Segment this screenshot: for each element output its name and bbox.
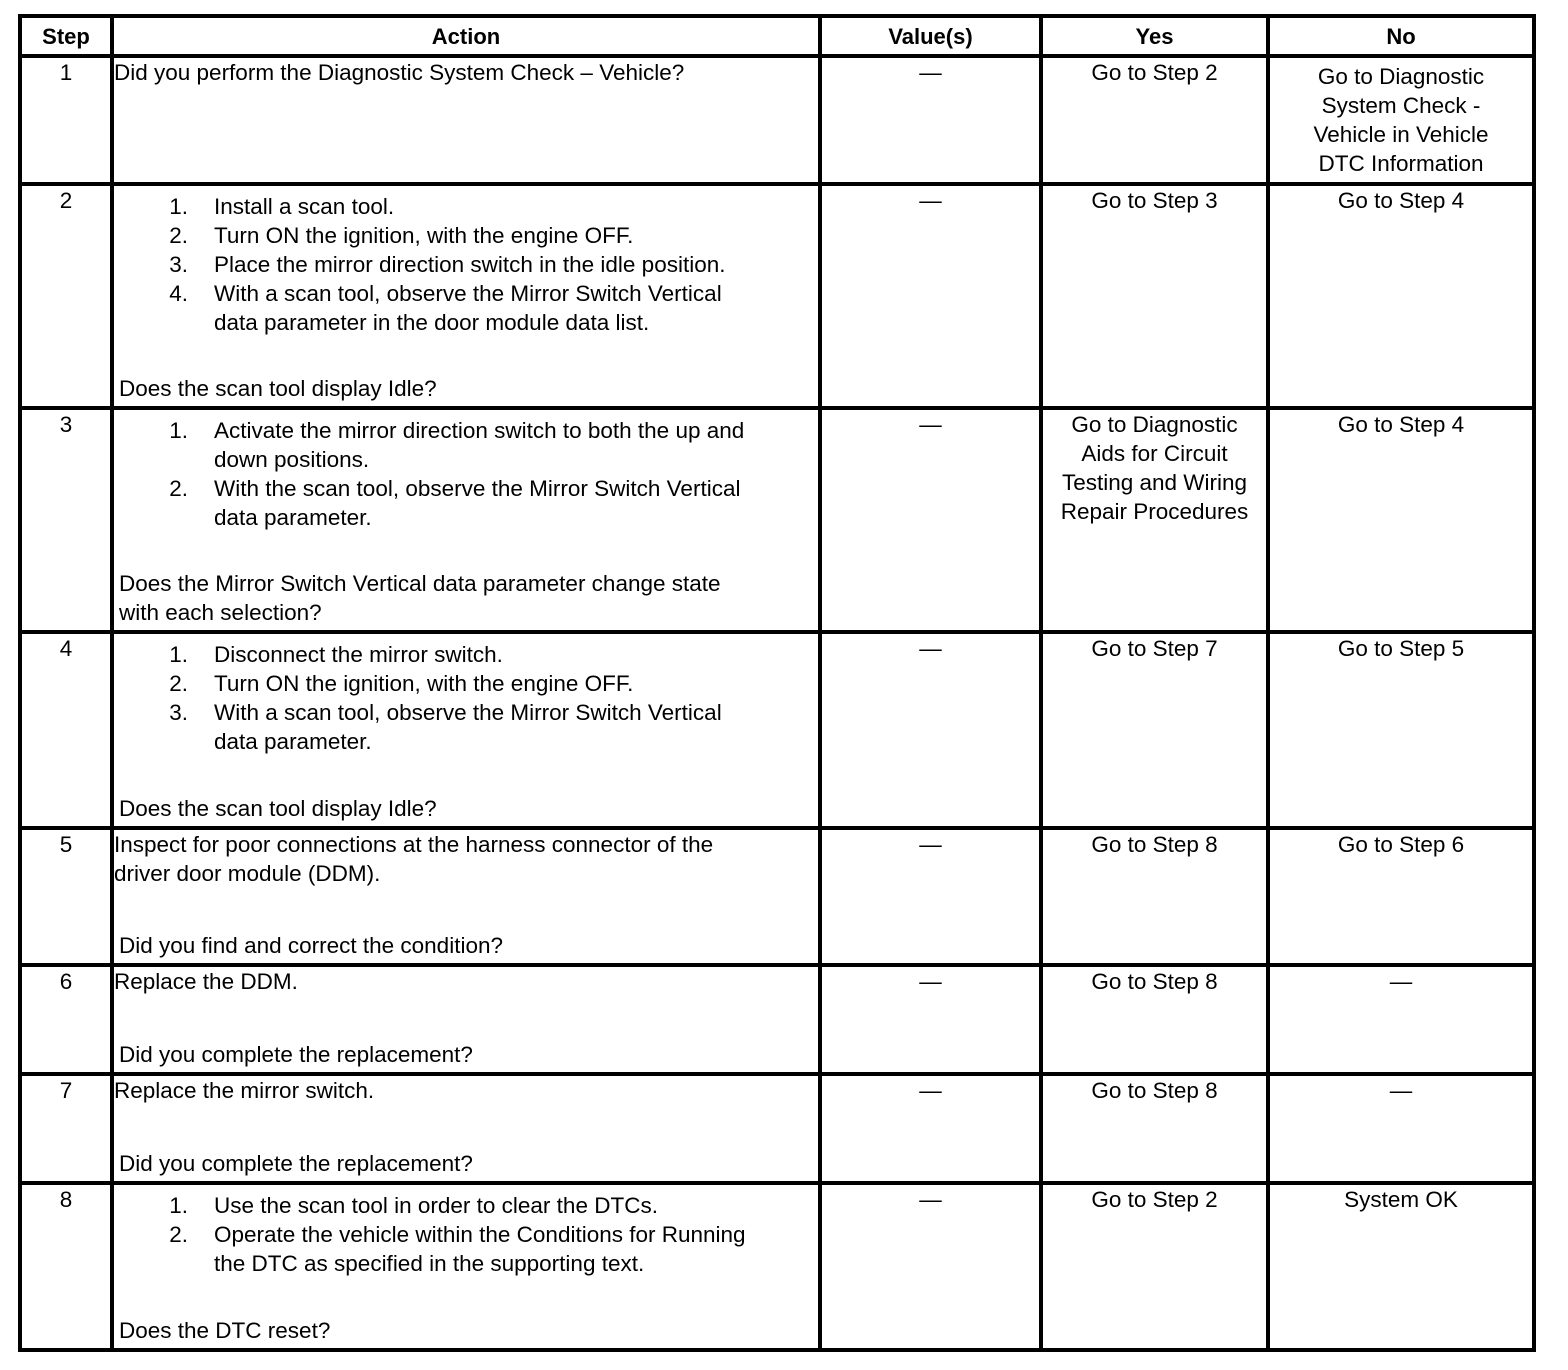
action-step: 2. Operate the vehicle within the Conditions for Running the DTC as specified in the supporting text. <box>169 1222 746 1276</box>
action-step: 2. With the scan tool, observe the Mirror Switch Vertical data parameter. <box>169 476 741 530</box>
no-cell: — <box>1268 965 1534 1074</box>
action-cell <box>112 828 820 965</box>
step-number: 2 <box>20 184 112 408</box>
action-steps <box>114 640 818 756</box>
step-number: 5 <box>20 828 112 965</box>
action-question: Does the scan tool display Idle? <box>119 376 437 401</box>
yes-cell: Go to Step 2 <box>1041 1183 1268 1350</box>
no-cell: Go to Step 6 <box>1268 828 1534 965</box>
action-cell <box>112 632 820 828</box>
yes-cell: Go to Step 3 <box>1041 184 1268 408</box>
step-number: 4 <box>20 632 112 828</box>
action-step: 3. Place the mirror direction switch in the idle position. <box>169 252 726 277</box>
no-line: Go to Diagnostic <box>1317 64 1485 89</box>
no-cell <box>1268 56 1534 184</box>
no-line: Vehicle in Vehicle <box>1313 122 1489 147</box>
action-question: Does the Mirror Switch Vertical data parameter change state with each selection? <box>119 571 721 625</box>
action-text: Replace the mirror switch. <box>114 1078 375 1103</box>
no-cell: — <box>1268 1074 1534 1183</box>
action-question: Does the scan tool display Idle? <box>119 796 437 821</box>
table-row <box>20 965 1534 1074</box>
header-step: Step <box>20 16 112 56</box>
value-cell: — <box>820 408 1041 632</box>
action-step: 3. With a scan tool, observe the Mirror Switch Vertical data parameter. <box>169 700 722 754</box>
action-steps <box>114 1191 818 1278</box>
action-step: 2. Turn ON the ignition, with the engine OFF. <box>169 223 634 248</box>
step-number: 6 <box>20 965 112 1074</box>
step-number: 3 <box>20 408 112 632</box>
value-cell: — <box>820 1183 1041 1350</box>
table-row <box>20 184 1534 408</box>
step-number: 1 <box>20 56 112 184</box>
action-text: Replace the DDM. <box>114 969 298 994</box>
header-action: Action <box>112 16 820 56</box>
table-row <box>20 1183 1534 1350</box>
action-step: 1. Use the scan tool in order to clear the DTCs. <box>169 1193 658 1218</box>
header-row <box>20 16 1534 56</box>
action-cell <box>112 184 820 408</box>
action-question: Did you complete the replacement? <box>119 1151 473 1176</box>
action-steps <box>114 192 818 337</box>
yes-cell: Go to Step 8 <box>1041 828 1268 965</box>
no-cell: Go to Step 4 <box>1268 408 1534 632</box>
no-cell: System OK <box>1268 1183 1534 1350</box>
action-step: 1. Activate the mirror direction switch to both the up and down positions. <box>169 418 745 472</box>
action-cell <box>112 408 820 632</box>
header-values: Value(s) <box>820 16 1041 56</box>
value-cell: — <box>820 1074 1041 1183</box>
yes-cell: Go to Step 8 <box>1041 965 1268 1074</box>
header-no: No <box>1268 16 1534 56</box>
header-yes: Yes <box>1041 16 1268 56</box>
step-number: 8 <box>20 1183 112 1350</box>
no-line: System Check - <box>1321 93 1481 118</box>
action-step: 2. Turn ON the ignition, with the engine OFF. <box>169 671 634 696</box>
yes-cell: Go to Step 2 <box>1041 56 1268 184</box>
no-cell: Go to Step 4 <box>1268 184 1534 408</box>
table-row <box>20 408 1534 632</box>
yes-cell: Go to Step 7 <box>1041 632 1268 828</box>
action-cell <box>112 56 820 184</box>
action-question: Does the DTC reset? <box>119 1318 331 1343</box>
table-row <box>20 828 1534 965</box>
value-cell: — <box>820 56 1041 184</box>
table-row <box>20 632 1534 828</box>
action-step: 1. Disconnect the mirror switch. <box>169 642 503 667</box>
action-text: Inspect for poor connections at the harness connector of the driver door module (DDM). <box>114 832 714 886</box>
no-line: DTC Information <box>1318 151 1484 176</box>
no-cell: Go to Step 5 <box>1268 632 1534 828</box>
value-cell: — <box>820 965 1041 1074</box>
table-row <box>20 1074 1534 1183</box>
action-question: Did you complete the replacement? <box>119 1042 473 1067</box>
action-step: 1. Install a scan tool. <box>169 194 395 219</box>
value-cell: — <box>820 184 1041 408</box>
diagnostic-table <box>18 14 1536 1352</box>
value-cell: — <box>820 632 1041 828</box>
step-number: 7 <box>20 1074 112 1183</box>
action-cell <box>112 1183 820 1350</box>
action-steps <box>114 416 818 532</box>
action-cell <box>112 965 820 1074</box>
action-question: Did you find and correct the condition? <box>119 933 503 958</box>
action-text: Did you perform the Diagnostic System Check – Vehicle? <box>114 60 685 85</box>
yes-cell: Go to Diagnostic Aids for Circuit Testing and Wiring Repair Procedures <box>1041 408 1268 632</box>
value-cell: — <box>820 828 1041 965</box>
yes-cell: Go to Step 8 <box>1041 1074 1268 1183</box>
action-step: 4. With a scan tool, observe the Mirror Switch Vertical data parameter in the door module data list. <box>169 281 722 335</box>
action-cell <box>112 1074 820 1183</box>
table-row <box>20 56 1534 184</box>
